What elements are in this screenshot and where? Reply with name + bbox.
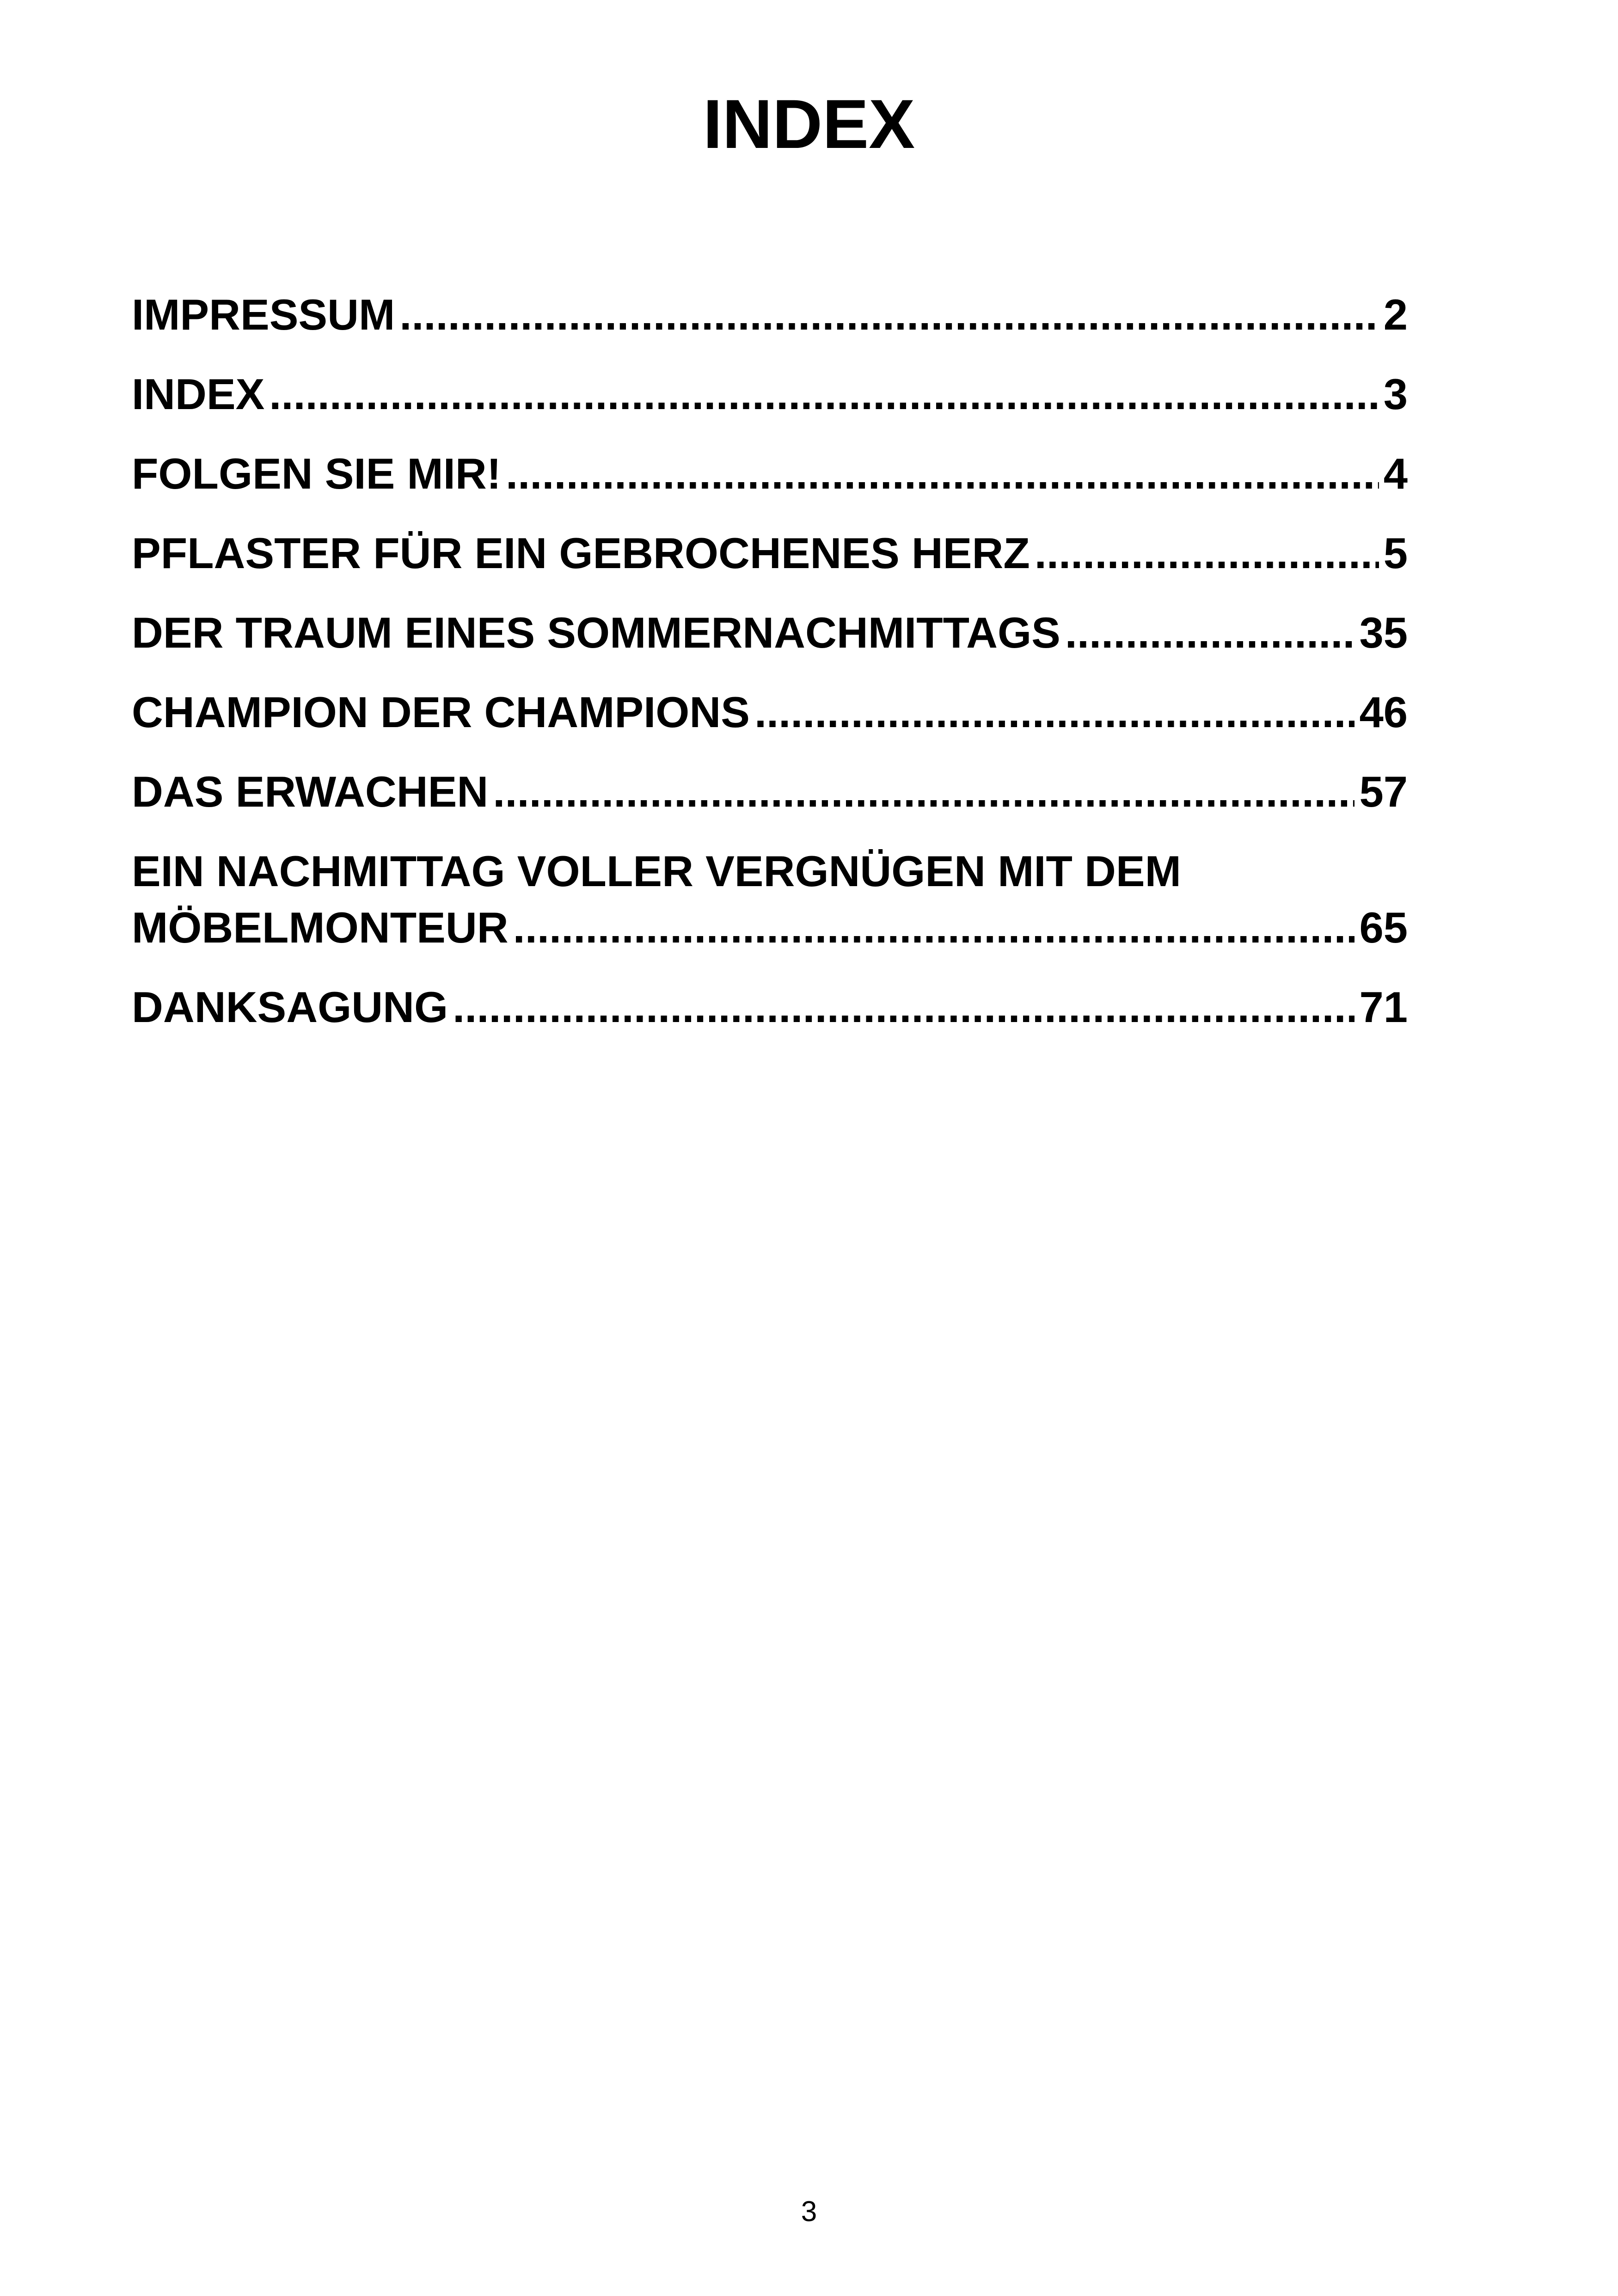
toc-entry-pflaster[interactable]: [132, 525, 1408, 582]
toc-entry-das-erwachen[interactable]: [132, 764, 1408, 820]
toc-entry-ein-nachmittag[interactable]: [132, 843, 1408, 956]
toc-entry-impressum[interactable]: [132, 287, 1408, 343]
toc-entry-title: DANKSAGUNG: [132, 983, 448, 1031]
dot-leader: [453, 979, 1354, 1035]
toc-entry-danksagung[interactable]: [132, 979, 1408, 1035]
dot-leader: [506, 446, 1379, 502]
dot-leader: [513, 900, 1355, 956]
table-of-contents: [132, 287, 1408, 1059]
toc-entry-title: INDEX: [132, 370, 265, 418]
dot-leader: [269, 366, 1379, 422]
toc-entry-page: 2: [1383, 290, 1408, 339]
toc-entry-title: DER TRAUM EINES SOMMERNACHMITTAGS: [132, 608, 1060, 657]
toc-entry-title: IMPRESSUM: [132, 290, 395, 339]
toc-entry-page: 35: [1359, 608, 1408, 657]
page-number: 3: [801, 2196, 817, 2228]
toc-entry-page: 71: [1359, 983, 1408, 1031]
dot-leader: [754, 684, 1355, 741]
toc-entry-page: 5: [1383, 529, 1408, 577]
dot-leader: [1065, 605, 1355, 661]
toc-entry-title: MÖBELMONTEUR: [132, 903, 509, 952]
toc-entry-page: 65: [1359, 903, 1408, 952]
toc-entry-title: DAS ERWACHEN: [132, 767, 489, 816]
page-title: INDEX: [703, 85, 915, 163]
toc-entry-title: PFLASTER FÜR EIN GEBROCHENES HERZ: [132, 529, 1030, 577]
dot-leader: [399, 287, 1379, 343]
toc-entry-der-traum[interactable]: [132, 605, 1408, 661]
toc-entry-folgen-sie-mir[interactable]: [132, 446, 1408, 502]
toc-entry-page: 46: [1359, 688, 1408, 736]
toc-entry-index[interactable]: [132, 366, 1408, 422]
toc-entry-title: CHAMPION DER CHAMPIONS: [132, 688, 750, 736]
dot-leader: [493, 764, 1354, 820]
toc-entry-champion[interactable]: [132, 684, 1408, 741]
toc-entry-page: 4: [1383, 449, 1408, 498]
toc-entry-title: FOLGEN SIE MIR!: [132, 449, 501, 498]
toc-entry-title-line1: EIN NACHMITTAG VOLLER VERGNÜGEN MIT DEM: [132, 847, 1181, 895]
toc-entry-page: 3: [1383, 370, 1408, 418]
dot-leader: [1035, 525, 1379, 582]
toc-entry-page: 57: [1359, 767, 1408, 816]
